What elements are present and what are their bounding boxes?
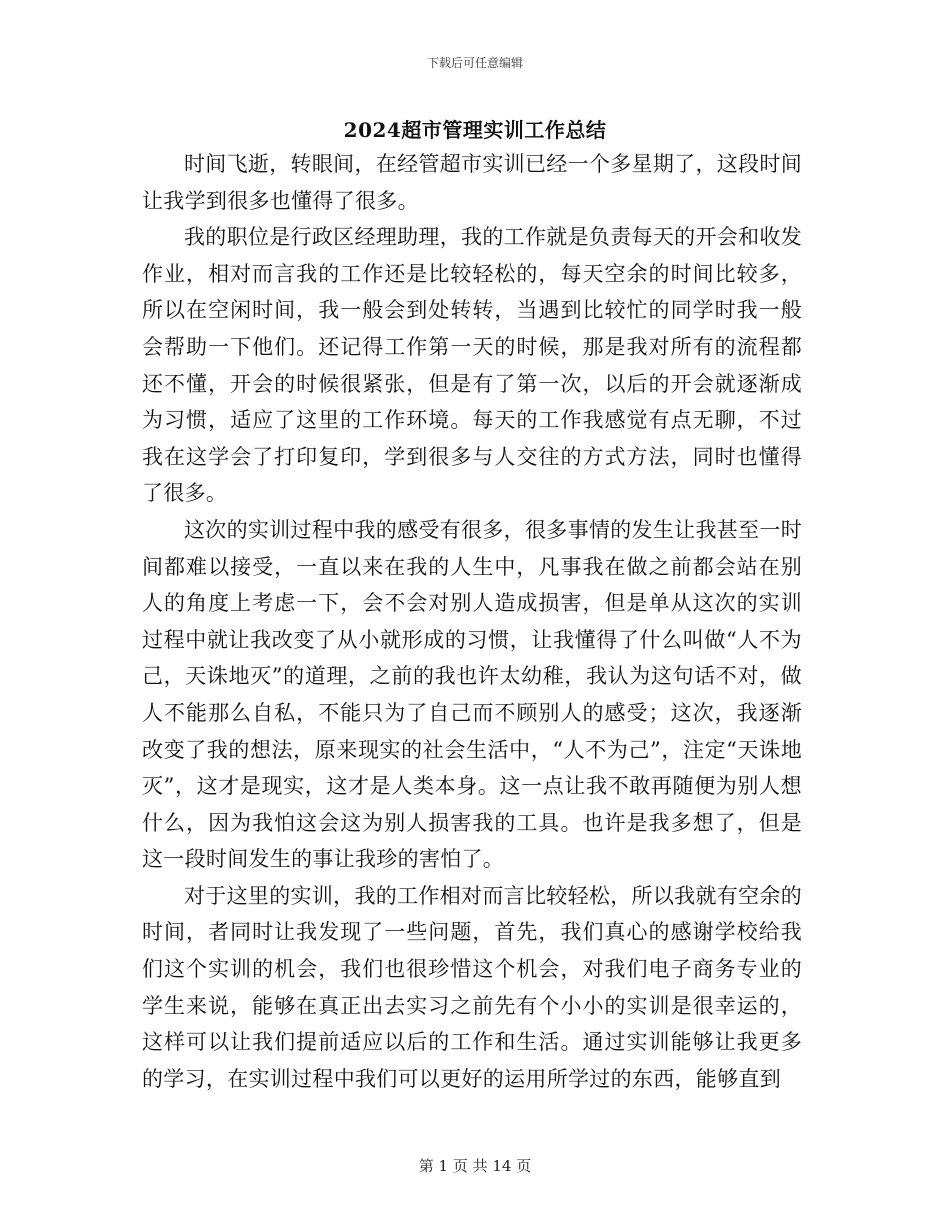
document-title: 2024超市管理实训工作总结 xyxy=(343,118,607,142)
paragraph: 时间飞逝，转眼间，在经管超市实训已经一个多星期了，这段时间让我学到很多也懂得了很多。 xyxy=(142,152,802,213)
paragraph: 对于这里的实训，我的工作相对而言比较轻松，所以我就有空余的时间，者同时让我发现了一些问题，首先，我们真心的感谢学校给我们这个实训的机会，我们也很珍惜这个机会，对我们电子商务专业的学生来说，能够在真正出去实习之前先有个小小的实训是很幸运的，这样可以让我们提前适应以后的工作和生活。通过实训能够让我更多的学习，在实训过程中我们可以更好的运用所学过的东西，能够直到 xyxy=(142,883,802,1091)
paragraph: 我的职位是行政区经理助理，我的工作就是负责每天的开会和收发作业，相对而言我的工作还是比较轻松的，每天空余的时间比较多，所以在空闲时间，我一般会到处转转，当遇到比较忙的同学时我一般会帮助一下他们。还记得工作第一天的时候，那是我对所有的流程都还不懂，开会的时候很紧张，但是有了第一次，以后的开会就逐渐成为习惯，适应了这里的工作环境。每天的工作我感觉有点无聊，不过我在这学会了打印复印，学到很多与人交往的方式方法，同时也懂得了很多。 xyxy=(142,225,802,506)
paragraph: 这次的实训过程中我的感受有很多，很多事情的发生让我甚至一时间都难以接受，一直以来在我的人生中，凡事我在做之前都会站在别人的角度上考虑一下，会不会对别人造成损害，但是单从这次的实训过程中就让我改变了从小就形成的习惯，让我懂得了什么叫做“人不为己，天诛地灭”的道理，之前的我也许太幼稚，我认为这句话不对，做人不能那么自私，不能只为了自己而不顾别人的感受；这次，我逐渐改变了我的想法，原来现实的社会生活中，“人不为己”，注定“天诛地灭”，这才是现实，这才是人类本身。这一点让我不敢再随便为别人想什么，因为我怕这会这为别人损害我的工具。也许是我多想了，但是这一段时间发生的事让我珍的害怕了。 xyxy=(142,517,802,872)
document-body xyxy=(142,146,802,1097)
header-note: 下载后可任意编辑 xyxy=(426,56,523,70)
page-number: 第 1 页 共 14 页 xyxy=(418,1157,532,1175)
